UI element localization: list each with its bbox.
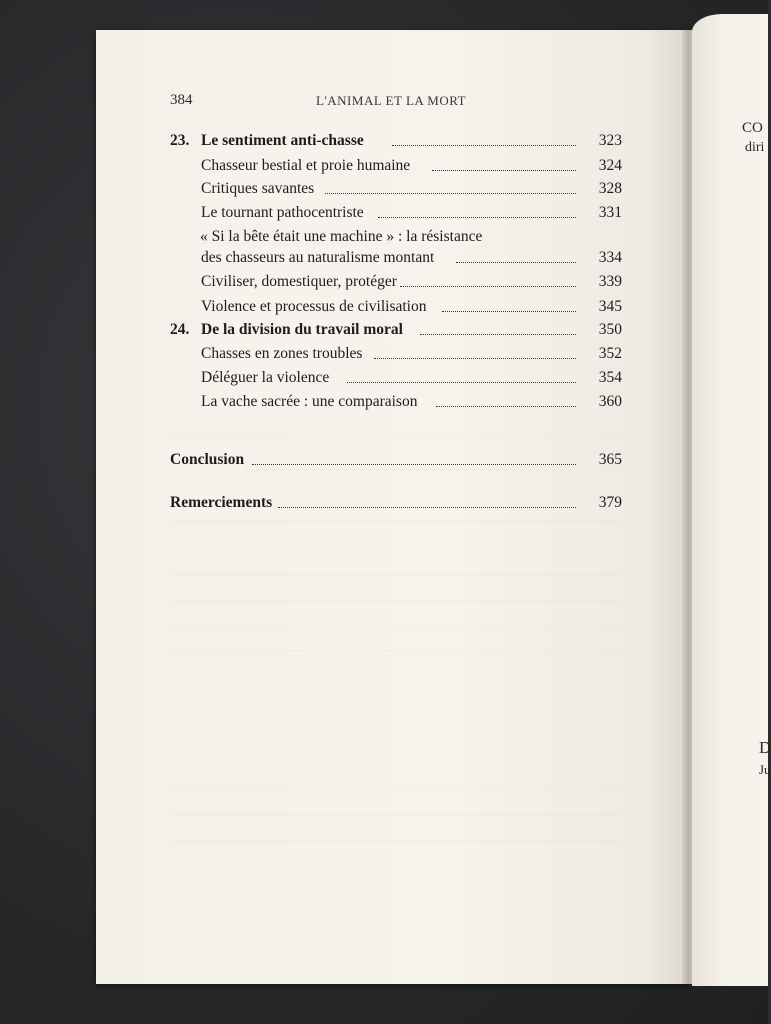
toc-entry-title: Le tournant pathocentriste xyxy=(201,202,366,224)
toc-page-number: 379 xyxy=(598,494,622,511)
toc-page-number: 350 xyxy=(598,321,622,338)
toc-entry-remerciements xyxy=(170,492,622,514)
dot-leader xyxy=(436,406,576,407)
toc-entry-title: Chasses en zones troubles xyxy=(201,343,364,365)
dot-leader xyxy=(432,170,576,171)
dot-leader xyxy=(252,464,576,465)
toc-entry-section xyxy=(170,296,622,318)
dot-leader xyxy=(325,193,576,194)
toc-page-number: 334 xyxy=(598,249,622,266)
toc-entry-section xyxy=(170,247,622,269)
dot-leader xyxy=(420,334,576,335)
dot-leader xyxy=(278,507,576,508)
toc-entry-title: Critiques savantes xyxy=(201,178,316,200)
dot-leader xyxy=(378,217,576,218)
toc-entry-section xyxy=(170,202,622,224)
toc-page-number: 345 xyxy=(598,298,622,315)
dot-leader xyxy=(442,311,576,312)
right-page-lower-heading: D xyxy=(759,738,771,757)
dot-leader xyxy=(392,145,576,146)
running-title: L'ANIMAL ET LA MORT xyxy=(316,93,467,108)
toc-page-number: 328 xyxy=(598,180,622,197)
toc-entry-section xyxy=(170,271,622,293)
running-head xyxy=(170,92,630,112)
toc-entry-title: Remerciements xyxy=(170,492,274,514)
toc-entry-section xyxy=(170,343,622,365)
right-page xyxy=(692,14,771,986)
toc-entry-title: Déléguer la violence xyxy=(201,367,331,389)
toc-page-number: 354 xyxy=(598,369,622,386)
toc-entry-chapter-23 xyxy=(170,130,622,152)
toc-entry-section xyxy=(170,155,622,177)
right-page-lower-subheading: Ju xyxy=(759,762,771,777)
toc-page-number: 324 xyxy=(598,157,622,174)
toc-entry-section xyxy=(170,391,622,413)
dot-leader xyxy=(456,262,576,263)
toc-entry-chapter-24 xyxy=(170,319,622,341)
toc-page-number: 352 xyxy=(598,345,622,362)
toc-entry-title: des chasseurs au naturalisme montant xyxy=(201,247,436,269)
toc-page-number: 323 xyxy=(598,132,622,149)
right-page-subheading: diri xyxy=(745,140,765,155)
toc-entry-title-line1: « Si la bête était une machine » : la résistance xyxy=(200,228,483,245)
dot-leader xyxy=(400,286,576,287)
toc-entry-title: Conclusion xyxy=(170,449,246,471)
page-number: 384 xyxy=(170,92,193,108)
toc-page-number: 365 xyxy=(598,451,622,468)
toc-page-number: 339 xyxy=(598,273,622,290)
toc-entry-section xyxy=(170,367,622,389)
toc-entry-title: Le sentiment anti-chasse xyxy=(201,130,366,152)
toc-entry-title: Violence et processus de civilisation xyxy=(201,296,428,318)
toc-entry-conclusion xyxy=(170,449,622,471)
toc-entry-section xyxy=(170,178,622,200)
toc-page-number: 360 xyxy=(598,393,622,410)
toc-entry-title: Civiliser, domestiquer, protéger xyxy=(201,271,399,293)
toc-entry-title: La vache sacrée : une comparaison xyxy=(201,391,419,413)
chapter-number: 23. xyxy=(170,132,190,149)
toc-entry-title: De la division du travail moral xyxy=(201,319,405,341)
dot-leader xyxy=(374,358,576,359)
right-page-heading: CO xyxy=(742,120,763,136)
dot-leader xyxy=(347,382,576,383)
toc-page-number: 331 xyxy=(598,204,622,221)
chapter-number: 24. xyxy=(170,321,190,338)
toc-entry-title: Chasseur bestial et proie humaine xyxy=(201,155,412,177)
